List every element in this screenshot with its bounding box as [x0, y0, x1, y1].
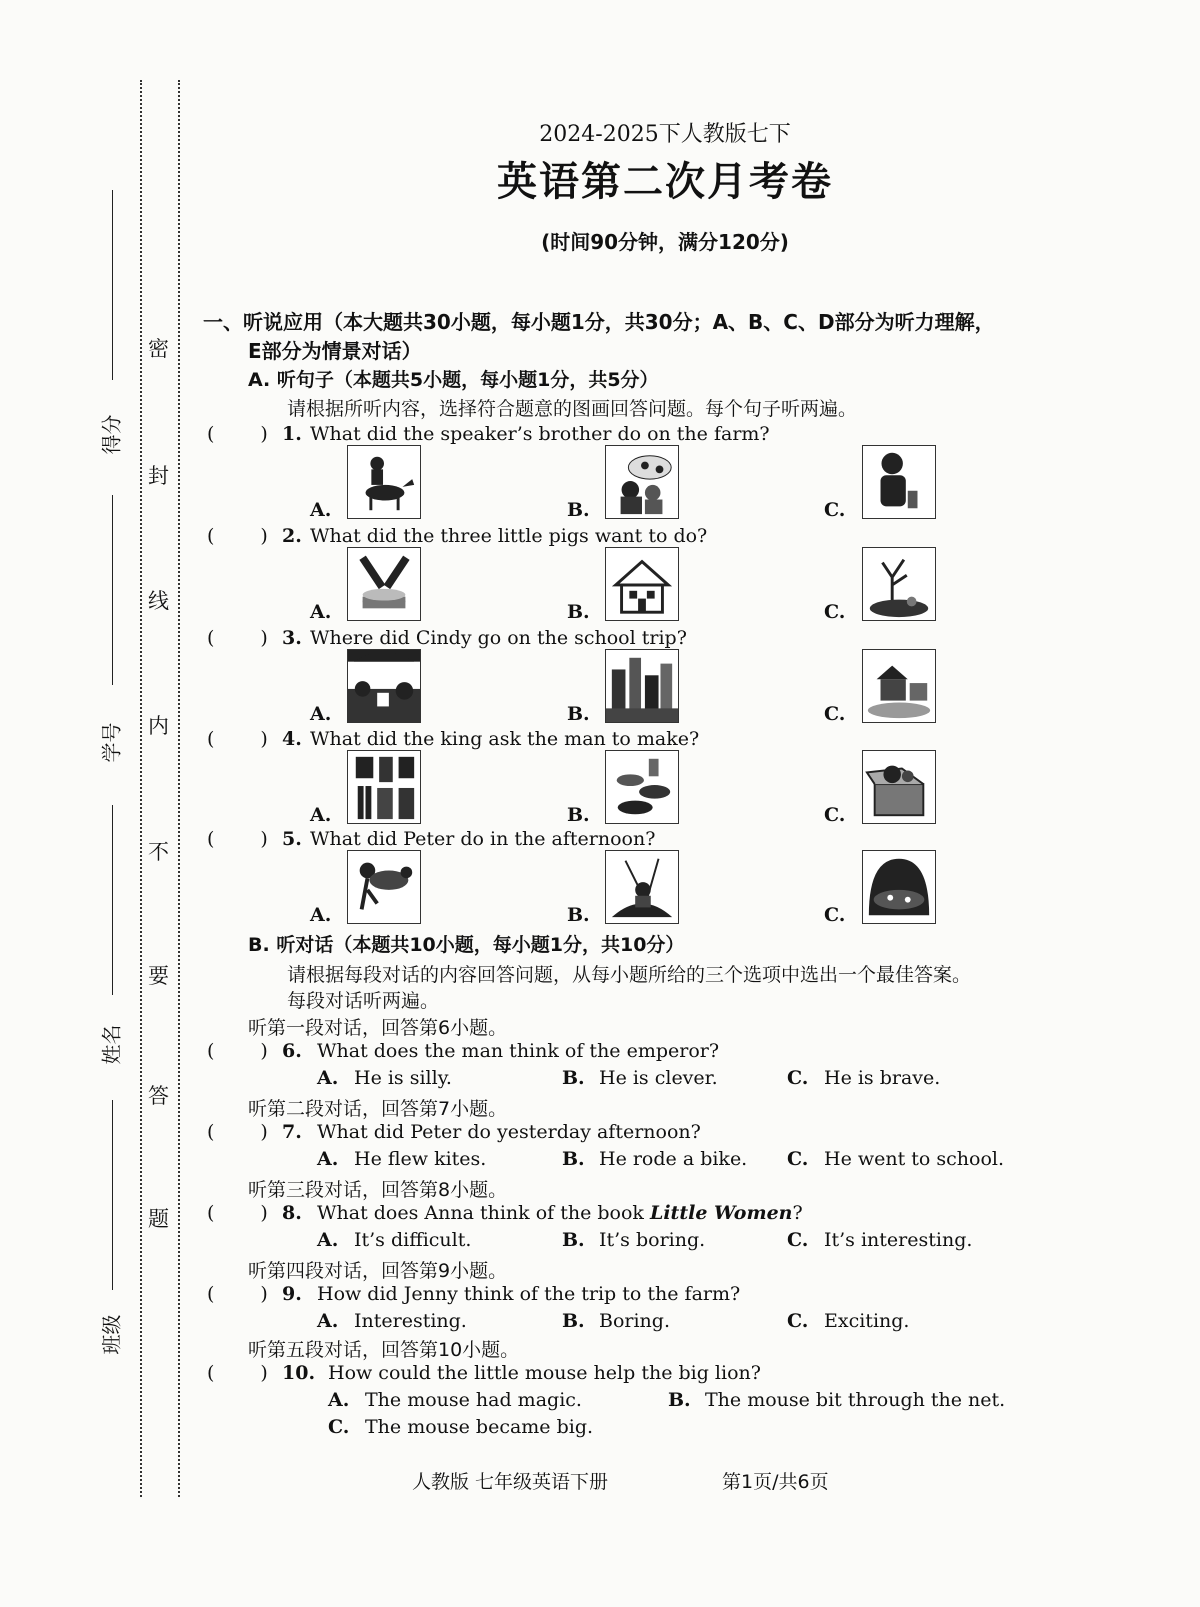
park-picture[interactable]	[347, 649, 421, 723]
option-letter: C.	[328, 1416, 350, 1438]
option-a-text[interactable]: He is silly.	[354, 1067, 452, 1089]
option-c-text[interactable]: He is brave.	[824, 1067, 941, 1089]
footer-page-number: 第1页/共6页	[722, 1471, 829, 1493]
option-letter: B.	[567, 904, 590, 926]
name-line	[112, 805, 113, 995]
question-number: 2.	[282, 525, 302, 547]
question-number: 5.	[282, 828, 302, 850]
exam-title: 英语第二次月考卷	[497, 159, 833, 205]
option-letter: C.	[824, 904, 846, 926]
book-title: Little Women	[649, 1202, 793, 1224]
option-letter: A.	[328, 1389, 350, 1411]
question-number: 6.	[282, 1040, 302, 1062]
answer-blank[interactable]: ( )	[207, 1121, 268, 1143]
option-b-text[interactable]: He rode a bike.	[599, 1148, 748, 1170]
food-picture[interactable]	[605, 750, 679, 824]
part-a-instruction: 请根据所听内容，选择符合题意的图画回答问题。每个句子听两遍。	[287, 398, 858, 420]
option-letter: B.	[567, 601, 590, 623]
answer-blank[interactable]: ( )	[207, 1202, 268, 1224]
question-text: Where did Cindy go on the school trip?	[310, 627, 687, 649]
question-text: How did Jenny think of the trip to the farm?	[317, 1283, 741, 1305]
question-text: What did Peter do yesterday afternoon?	[317, 1121, 701, 1143]
dotted-binding-line-inner	[178, 80, 180, 1497]
option-c-text[interactable]: It’s interesting.	[824, 1229, 973, 1251]
answer-blank[interactable]: ( )	[207, 525, 268, 547]
city-picture[interactable]	[605, 649, 679, 723]
dotted-binding-line-outer	[140, 80, 142, 1497]
score-label: 得分	[99, 414, 124, 455]
clothes-picture[interactable]	[347, 750, 421, 824]
option-c-text[interactable]: The mouse became big.	[365, 1416, 594, 1438]
option-letter: C.	[824, 804, 846, 826]
student-id-line	[112, 495, 113, 685]
option-letter: C.	[824, 601, 846, 623]
footer-edition: 人教版 七年级英语下册	[412, 1471, 609, 1493]
question-text: How could the little mouse help the big lion?	[328, 1362, 761, 1384]
section-heading-cont: E部分为情景对话）	[248, 339, 422, 363]
question-number: 1.	[282, 423, 302, 445]
part-b-instruction-cont: 每段对话听两遍。	[287, 990, 440, 1012]
question-number: 9.	[282, 1283, 302, 1305]
option-a-text[interactable]: Interesting.	[354, 1310, 467, 1332]
option-b-text[interactable]: Boring.	[599, 1310, 670, 1332]
answer-blank[interactable]: ( )	[207, 1283, 268, 1305]
option-letter: B.	[567, 804, 590, 826]
cake-making-picture[interactable]	[347, 547, 421, 621]
farm-picture[interactable]	[862, 649, 936, 723]
class-label: 班级	[99, 1314, 124, 1355]
option-letter: C.	[824, 499, 846, 521]
answer-blank[interactable]: ( )	[207, 1362, 268, 1384]
question-text-pre: What does Anna think of the book	[317, 1202, 650, 1224]
question-text	[317, 1202, 803, 1224]
exam-time-info: (时间90分钟，满分120分)	[541, 230, 789, 254]
answer-blank[interactable]: ( )	[207, 728, 268, 750]
class-line	[112, 1100, 113, 1290]
answer-blank[interactable]: ( )	[207, 828, 268, 850]
question-text: What did Peter do in the afternoon?	[310, 828, 656, 850]
question-number: 7.	[282, 1121, 302, 1143]
question-number: 8.	[282, 1202, 302, 1224]
option-letter: C.	[824, 703, 846, 725]
name-label: 姓名	[99, 1024, 124, 1065]
option-letter: B.	[567, 499, 590, 521]
option-a-text[interactable]: He flew kites.	[354, 1148, 487, 1170]
question-number: 3.	[282, 627, 302, 649]
part-a-title: A. 听句子（本题共5小题，每小题1分，共5分）	[248, 369, 659, 391]
option-c-text[interactable]: He went to school.	[824, 1148, 1005, 1170]
house-picture[interactable]	[605, 547, 679, 621]
box-picture[interactable]	[862, 750, 936, 824]
score-line	[112, 190, 113, 380]
option-letter: A.	[317, 1310, 339, 1332]
horse-rider-picture[interactable]	[347, 445, 421, 519]
part-b-instruction: 请根据每段对话的内容回答问题，从每小题所给的三个选项中选出一个最佳答案。	[287, 964, 972, 986]
part-b-title: B. 听对话（本题共10小题，每小题1分，共10分）	[248, 934, 685, 956]
seal-char: 要	[148, 964, 169, 988]
seal-char: 线	[148, 589, 169, 613]
option-letter: B.	[562, 1229, 585, 1251]
student-id-label: 学号	[99, 722, 124, 763]
option-letter: A.	[310, 601, 332, 623]
tree-planting-picture[interactable]	[862, 547, 936, 621]
option-c-text[interactable]: Exciting.	[824, 1310, 910, 1332]
seal-char: 题	[148, 1207, 169, 1231]
option-b-text[interactable]: It’s boring.	[599, 1229, 706, 1251]
option-letter: A.	[310, 904, 332, 926]
dialogue-intro: 听第一段对话，回答第6小题。	[248, 1017, 508, 1039]
option-letter: C.	[787, 1067, 809, 1089]
option-letter: B.	[562, 1067, 585, 1089]
option-letter: C.	[787, 1148, 809, 1170]
option-a-text[interactable]: It’s difficult.	[354, 1229, 472, 1251]
question-text-post: ?	[792, 1202, 803, 1224]
answer-blank[interactable]: ( )	[207, 627, 268, 649]
option-b-text[interactable]: He is clever.	[599, 1067, 718, 1089]
option-letter: C.	[787, 1229, 809, 1251]
option-letter: B.	[562, 1310, 585, 1332]
seal-char: 封	[148, 464, 169, 488]
seal-char: 不	[148, 840, 169, 864]
option-letter: B.	[668, 1389, 691, 1411]
night-picture[interactable]	[862, 850, 936, 924]
dialogue-intro: 听第四段对话，回答第9小题。	[248, 1260, 508, 1282]
cow-milking-picture[interactable]	[605, 445, 679, 519]
seal-char: 密	[148, 337, 169, 361]
dialogue-intro: 听第三段对话，回答第8小题。	[248, 1179, 508, 1201]
option-letter: A.	[317, 1229, 339, 1251]
option-letter: A.	[310, 499, 332, 521]
section-heading: 一、听说应用（本大题共30小题，每小题1分，共30分；A、B、C、D部分为听力理解，	[203, 310, 995, 334]
exam-series-title: 2024-2025下人教版七下	[539, 122, 791, 147]
dialogue-intro: 听第二段对话，回答第7小题。	[248, 1098, 508, 1120]
dialogue-intro: 听第五段对话，回答第10小题。	[248, 1339, 520, 1361]
question-number: 10.	[282, 1362, 316, 1384]
question-number: 4.	[282, 728, 302, 750]
answer-blank[interactable]: ( )	[207, 423, 268, 445]
option-letter: A.	[310, 703, 332, 725]
question-text: What does the man think of the emperor?	[317, 1040, 720, 1062]
question-text: What did the three little pigs want to do?	[310, 525, 708, 547]
question-text: What did the speaker’s brother do on the farm?	[310, 423, 770, 445]
option-letter: C.	[787, 1310, 809, 1332]
option-letter: B.	[567, 703, 590, 725]
seal-char: 答	[148, 1084, 169, 1108]
option-b-text[interactable]: The mouse bit through the net.	[705, 1389, 1006, 1411]
fishing-picture[interactable]	[605, 850, 679, 924]
answer-blank[interactable]: ( )	[207, 1040, 268, 1062]
seal-char: 内	[148, 714, 169, 738]
feeding-picture[interactable]	[862, 445, 936, 519]
option-letter: B.	[562, 1148, 585, 1170]
option-letter: A.	[310, 804, 332, 826]
option-a-text[interactable]: The mouse had magic.	[365, 1389, 582, 1411]
option-letter: A.	[317, 1067, 339, 1089]
question-text: What did the king ask the man to make?	[310, 728, 700, 750]
planting-picture[interactable]	[347, 850, 421, 924]
option-letter: A.	[317, 1148, 339, 1170]
